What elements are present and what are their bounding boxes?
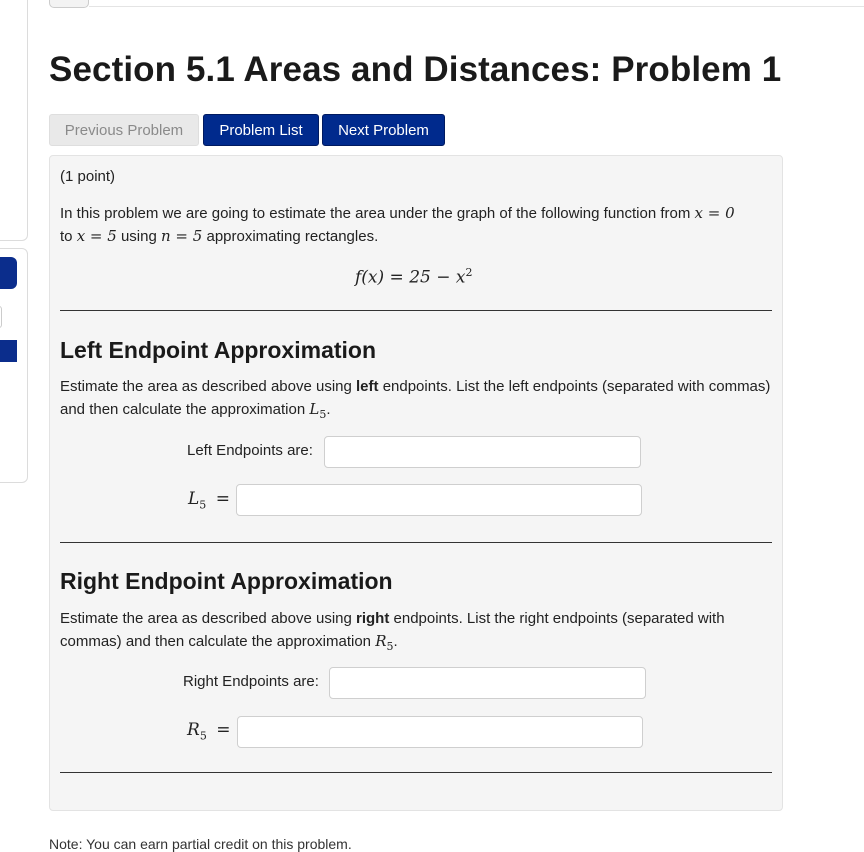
- top-divider: [89, 6, 864, 7]
- intro-n-math: n = 5: [161, 227, 203, 245]
- intro-using: using: [120, 228, 157, 245]
- top-tab[interactable]: [49, 0, 89, 8]
- problem-panel: [49, 155, 783, 811]
- function-lhs: f(x) = 25 − x: [355, 267, 466, 288]
- intro-to-word: to: [60, 228, 73, 245]
- section-divider-1: [60, 310, 772, 311]
- right-endpoint-heading: Right Endpoint Approximation: [60, 568, 393, 594]
- left-endpoint-description: Estimate the area as described above using left endpoints. List the left endpoints (separated with commas) and then calculate the approximation $L_5$.: [60, 378, 771, 421]
- right-endpoints-input[interactable]: [329, 667, 646, 699]
- function-exponent: 2: [465, 266, 473, 279]
- problem-list-button[interactable]: Problem List: [203, 114, 319, 146]
- left-desc-a: Estimate the area as described above using: [60, 378, 352, 395]
- footer-note: Note: You can earn partial credit on this problem.: [49, 836, 352, 852]
- right-desc-a: Estimate the area as described above using: [60, 610, 352, 627]
- sidebar-panel-top: [0, 0, 28, 241]
- page-title: Section 5.1 Areas and Distances: Problem 1: [49, 50, 782, 89]
- right-endpoints-label: Right Endpoints are:: [183, 673, 319, 690]
- left-endpoint-heading: Left Endpoint Approximation: [60, 337, 377, 363]
- intro-text: In this problem we are going to estimate the area under the graph of the following function from: [60, 205, 691, 222]
- section-divider-2: [60, 542, 772, 543]
- left-endpoints-input[interactable]: [324, 436, 641, 468]
- l5-input[interactable]: [236, 484, 642, 516]
- left-desc-var: $L_5$: [309, 400, 327, 421]
- problem-intro: [60, 202, 776, 248]
- function-formula: [355, 262, 472, 289]
- r5-input[interactable]: [237, 716, 643, 748]
- previous-problem-button[interactable]: Previous Problem: [49, 114, 199, 146]
- sidebar-button[interactable]: [0, 257, 17, 289]
- right-desc-var: $R_5$: [375, 632, 394, 653]
- r5-label: $R_5$ =: [187, 720, 231, 743]
- problem-points: (1 point): [60, 168, 116, 185]
- intro-to-math: x = 5: [76, 227, 117, 245]
- left-endpoints-label: Left Endpoints are:: [187, 442, 313, 459]
- intro-from-math: x = 0: [694, 204, 735, 222]
- sidebar-input-edge[interactable]: [0, 306, 2, 328]
- section-divider-3: [60, 772, 772, 773]
- right-desc-b: endpoints. List the right endpoints (separated with commas) and then calculate the approximation: [60, 610, 725, 650]
- right-desc-bold: right: [356, 610, 390, 627]
- next-problem-button[interactable]: Next Problem: [322, 114, 445, 146]
- sidebar-active-item[interactable]: [0, 340, 17, 362]
- left-desc-bold: left: [356, 378, 379, 395]
- left-desc-b: endpoints. List the left endpoints (separated with commas) and then calculate the approximation: [60, 378, 771, 418]
- right-endpoint-description: Estimate the area as described above using right endpoints. List the right endpoints (separated with commas) and then calculate the approximation $R_5$.: [60, 610, 725, 653]
- intro-suffix: approximating rectangles.: [206, 228, 379, 245]
- l5-label: $L_5$ =: [188, 489, 230, 512]
